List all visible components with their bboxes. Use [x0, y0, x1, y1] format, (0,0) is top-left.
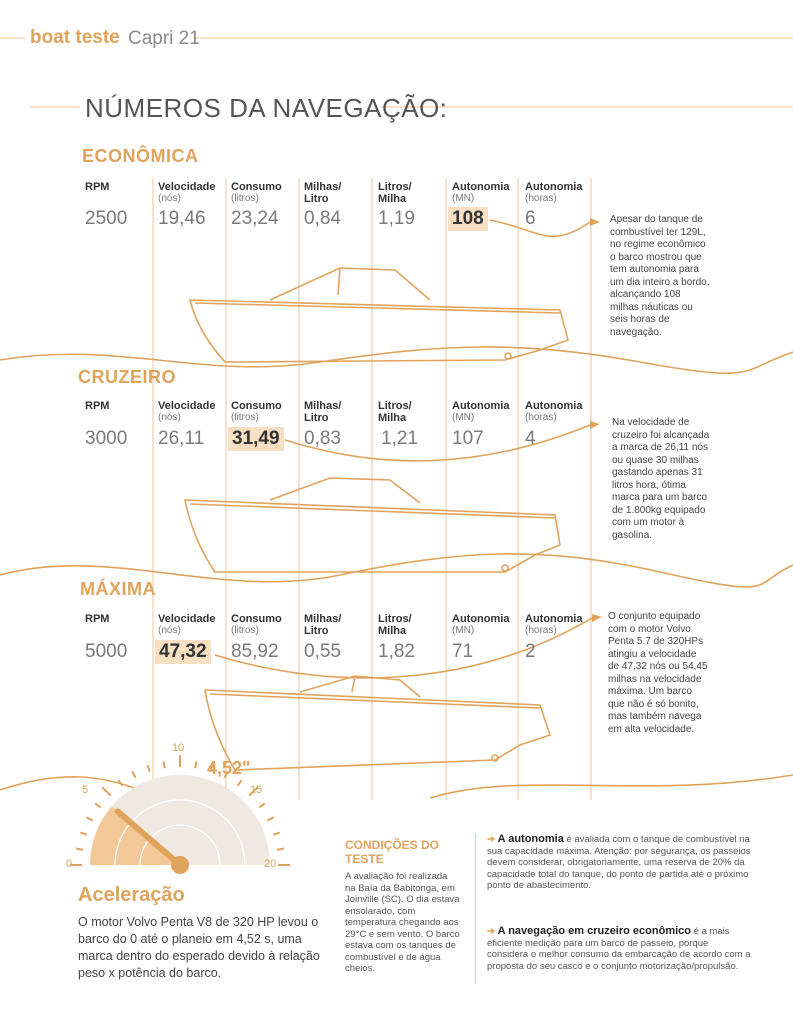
speed-value: 26,11: [158, 428, 205, 449]
column-unit: (horas): [525, 412, 557, 423]
column-header: Autonomia: [452, 613, 510, 625]
column-unit: (litros): [231, 193, 259, 204]
column-unit: (nós): [158, 193, 181, 204]
range-mn-value: 107: [452, 428, 484, 449]
column-header: Consumo: [231, 181, 282, 193]
info-autonomia: [487, 834, 752, 892]
column-unit: (horas): [525, 193, 557, 204]
column-header: Litros/ Milha: [378, 613, 412, 637]
speed-value-highlighted: 47,32: [155, 640, 211, 664]
column-unit: (MN): [452, 193, 475, 204]
column-unit: (horas): [525, 625, 557, 636]
miles-per-liter-value: 0,83: [304, 428, 341, 449]
column-header: Velocidade: [158, 613, 216, 625]
column-header: Consumo: [231, 400, 282, 412]
column-unit: (litros): [231, 625, 259, 636]
column-header: RPM: [85, 613, 110, 625]
acceleration-gauge: [60, 745, 300, 875]
note-cruzeiro: Na velocidade de cruzeiro foi alcançada a marca de 26,11 nós ou quase 30 milhas gastando apenas 31 litros hora, ótima marca para um barco de 1.800kg equipado com um motor à gasolina.: [612, 417, 710, 541]
gauge-tick: [195, 761, 196, 768]
column-header: Milhas/ Litro: [304, 181, 342, 205]
column-unit: (MN): [452, 625, 475, 636]
column-divider: [475, 834, 476, 984]
gauge-tick: [86, 817, 92, 820]
consumption-value: 85,92: [231, 641, 279, 662]
gauge-tick: [277, 849, 284, 850]
arrow-icon: ➔: [487, 834, 498, 845]
column-header: Litros/ Milha: [378, 181, 412, 205]
speed-value: 19,46: [158, 208, 206, 229]
column-header: RPM: [85, 181, 110, 193]
gauge-tick: [118, 780, 122, 786]
gauge-tick: [267, 817, 273, 820]
gauge-tick: [76, 849, 83, 850]
acceleration-text: O motor Volvo Penta V8 de 320 HP levou o barco do 0 até o planeio em 4,52 s, uma marca dentro do esperado devido à relação peso x potência do barco.: [78, 915, 320, 980]
column-header: Autonomia: [452, 181, 510, 193]
column-unit: (MN): [452, 412, 475, 423]
column-header: RPM: [85, 400, 110, 412]
boat-model-label: Capri 21: [128, 28, 200, 49]
gauge-tick-label-0: 0: [66, 858, 73, 870]
gauge-tick: [95, 803, 101, 807]
range-hours-value: 6: [525, 208, 536, 229]
miles-per-liter-value: 0,84: [304, 208, 341, 229]
column-header: Autonomia: [525, 400, 583, 412]
column-header: Velocidade: [158, 181, 216, 193]
rpm-value: 5000: [85, 641, 128, 662]
range-mn-value-highlighted: 108: [448, 207, 488, 231]
column-header: Autonomia: [525, 613, 583, 625]
info-lead: A autonomia: [497, 833, 564, 845]
liters-per-mile-value: 1,21: [381, 428, 418, 449]
liters-per-mile-value: 1,19: [378, 208, 415, 229]
consumption-value: 23,24: [231, 208, 279, 229]
range-hours-value: 4: [525, 428, 536, 449]
consumption-value-highlighted: 31,49: [228, 427, 284, 451]
range-mn-value: 71: [452, 641, 474, 662]
gauge-value: 4,52": [207, 758, 251, 778]
column-header: Milhas/ Litro: [304, 400, 342, 424]
column-header: Milhas/ Litro: [304, 613, 342, 637]
info-lead: A navegação em cruzeiro econômico: [497, 925, 691, 937]
section-title-economica: ECONÔMICA: [82, 146, 199, 166]
gauge-tick: [148, 765, 150, 772]
column-header: Autonomia: [525, 181, 583, 193]
section-title-maxima: MÁXIMA: [80, 579, 156, 599]
column-unit: (litros): [231, 412, 259, 423]
range-hours-value: 2: [525, 641, 536, 662]
conditions-title: CONDIÇÕES DO TESTE: [345, 838, 440, 866]
column-header: Velocidade: [158, 400, 216, 412]
conditions-text: A avaliação foi realizada na Baía da Babitonga, em Joinville (SC). O dia estava ensolarado, com temperatura chegando aos 29°C e sem vento. O barco estava com os tanques de combustível e de água cheios.: [345, 871, 460, 974]
miles-per-liter-value: 0,55: [304, 641, 341, 662]
gauge-tick: [238, 780, 242, 786]
column-unit: (nós): [158, 625, 181, 636]
gauge-tick-label-15: 15: [250, 784, 263, 796]
note-economica: Apesar do tanque de combustível ter 129L, no regime econômico o barco mostrou que tem autonomia para um dia inteiro a bordo, alcançando 108 milhas náuticas ou seis horas de navegação.: [610, 214, 710, 338]
section-title-cruzeiro: CRUZEIRO: [78, 367, 176, 387]
info-cruzeiro-economico: [487, 926, 752, 972]
column-header: Consumo: [231, 613, 282, 625]
rpm-value: 3000: [85, 428, 128, 449]
note-maxima: O conjunto equipado com o motor Volvo Penta 5.7 de 320HPs atingiu a velocidade de 47,32 nós ou 54,45 milhas na velocidade máxima. Um barco que não é só bonito, mas também navega em alta velocidade.: [608, 611, 708, 735]
gauge-tick: [273, 833, 280, 835]
gauge-tick-label-10: 10: [172, 742, 185, 754]
liters-per-mile-value: 1,82: [378, 641, 415, 662]
magazine-section-label: boat teste: [30, 27, 120, 48]
info-text: é a mais eficiente medição para um barco de passeio, porque considera o melhor consumo da embarcação de acordo com a proposta do seu casco e o conjunto motorização/propulsão.: [487, 926, 751, 972]
gauge-tick: [164, 761, 165, 768]
gauge-tick-label-5: 5: [82, 784, 89, 796]
arrow-icon: ➔: [487, 926, 498, 937]
gauge-tick-label-20: 20: [264, 858, 277, 870]
rpm-value: 2500: [85, 208, 128, 229]
column-unit: (nós): [158, 412, 181, 423]
column-header: Litros/ Milha: [378, 400, 412, 424]
gauge-tick: [102, 787, 111, 796]
acceleration-title: Aceleração: [78, 884, 185, 906]
page-title: NÚMEROS DA NAVEGAÇÃO:: [85, 93, 448, 123]
gauge-tick: [132, 771, 135, 777]
gauge-hub: [171, 856, 189, 874]
info-text: é avaliada com o tanque de combustível na sua capacidade máxima. Atenção: por segurança, os passeios devem considerar, obrigatoriamente, uma reserva de 20% da capacidade total do tanque, do ponto de partida até o próximo ponto de abastecimento.: [487, 834, 751, 891]
gauge-tick: [80, 833, 87, 835]
column-header: Autonomia: [452, 400, 510, 412]
gauge-tick: [259, 803, 265, 807]
